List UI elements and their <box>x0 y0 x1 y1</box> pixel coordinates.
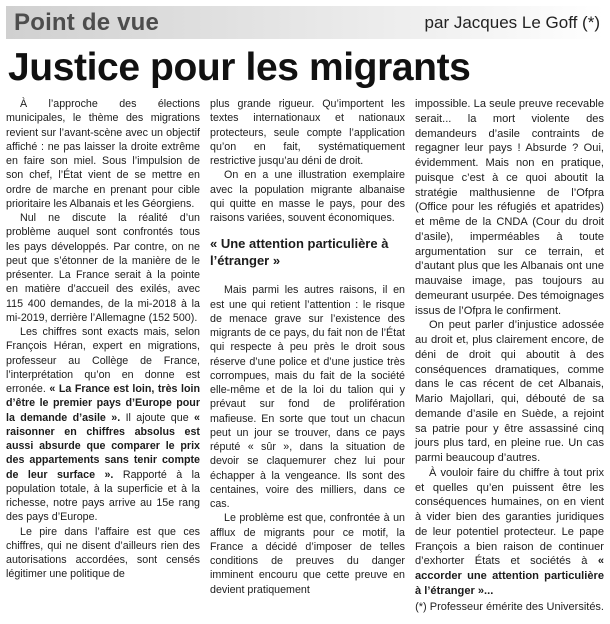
paragraph-text: Les chiffres sont exacts mais, selon François Héran, expert en migrations, professeur au Collège de France, l’interprétation qu’on en donne est erronée. <box>6 326 200 395</box>
paragraph-text: Rapporté à la population totale, à la superficie et à la richesse, notre pays arrive au 15e rang des pays d’Europe. <box>6 468 200 524</box>
highlighted-quote: « La France est loin, très loin d’être le premier pays d’Europe pour la demande d’asile ». <box>6 383 200 424</box>
paragraph-text: Il ajoute que <box>120 411 195 424</box>
paragraph: Nul ne discute la réalité d’un problème auquel sont confrontés tous les pays développés. Par contre, on ne peut que s’étonner de la manière de le présenter. La France serait à la pointe en matière d’accueil des exilés, avec 115 400 demandes, de la mi-2018 à la mi-2019, derrière l’Allemagne (152 500). <box>6 212 200 324</box>
intertitle: « Une attention particulière à l’étranger » <box>210 236 389 269</box>
column-1 <box>6 97 200 582</box>
paragraph-text: À vouloir faire du chiffre à tout prix et quelles qu’en puissent être les conséquences humaines, on en vient à vider bien des garanties juridiques de leur potentiel protecteur. Le pape François a bien raison de continuer d’exhorter États et sociétés à <box>415 466 604 568</box>
paragraph: Le problème est que, confrontée à un afflux de migrants pour ce motif, la France a décidé d’imposer de telles conditions de preuves du danger imminent encouru que cette preuve en devient pratiquement <box>210 512 405 596</box>
paragraph <box>415 466 604 599</box>
highlighted-quote: « accorder une attention particulière à l’étranger »... <box>415 555 604 597</box>
paragraph: impossible. La seule preuve recevable serait... la mort violente des demandeurs d’asile contraints de regagner leur pays ! Absurde ? Oui, évidemment. Mais non en pratique, puisque c’est à ce quoi aboutit la stratégie malthusienne de l’Ofpra (Office pour les réfugiés et apatrides) et même de la CNDA (Cour du droit d’asile), imperméables à toute argumentation sur ce terrain, et d’autant plus que les Albanais ont une mauvaise image, pas toujours au demeurant usurpée. Des témoignages issus de l’Ofpra le confirment. <box>415 98 604 317</box>
headline: Justice pour les migrants <box>8 46 471 89</box>
paragraph: plus grande rigueur. Qu’importent les textes internationaux et nationaux protecteurs, seule compte l’application qu’on en fait, systématiquement restrictive jusqu’au déni de droit. <box>210 98 405 167</box>
column-3 <box>415 97 604 599</box>
paragraph: Mais parmi les autres raisons, il en est une qui retient l’attention : le risque de menace grave sur l’existence des migrants de ce pays, du fait non de l’État qui respecte à peu près le droit sous réserve d’une police et d’une justice très corrompues, mais du fait de la société elle-même et de la loi du talion qui y prévaut sur fond de prolifération mafieuse. En sorte que tout un chacun peut un jour se trouver, dans ce pays réputé « sûr », dans la situation de devoir se claquemurer chez lui pour échapper à la vengeance. Ils sont des centaines, voire des milliers, dans ce cas. <box>210 284 405 510</box>
paragraph: À l’approche des élections municipales, le thème des migrations revient sur l’avant-scène avec un objectif affiché : ne pas laisser la droite extrême en faire son miel. Sous l’impulsion de son chef, l’État vient de se mettre en ordre de marche en prenant pour cible prioritaire les Albanais et les Géorgiens. <box>6 98 200 210</box>
author-footnote: (*) Professeur émérite des Universités. <box>415 601 604 613</box>
byline: par Jacques Le Goff (*) <box>424 13 600 32</box>
column-2 <box>210 97 405 597</box>
paragraph: On en a une illustration exemplaire avec la population migrante albanaise qui quitte en masse le pays, pour des raisons variées, souvent économiques. <box>210 169 405 224</box>
paragraph: On peut parler d’injustice adossée au droit et, plus clairement encore, de déni de droit qui aboutit à des conséquences dramatiques, comme dans le cas récent de cet Albanais, Mario Majollari, qui, débouté de sa demande d’asile en Suède, a rejoint sa patrie pour y être assassiné cinq jours plus tard, en pleine rue. Un cas parmi beaucoup d’autres. <box>415 319 604 464</box>
highlighted-quote: « raisonner en chiffres absolus est aussi absurde que comparer le prix des appartements sans tenir compte de leur surface ». <box>6 411 200 481</box>
paragraph: Le pire dans l’affaire est que ces chiffres, qui ne disent d’ailleurs rien des autorisations accordées, sont censés légitimer une politique de <box>6 525 200 581</box>
paragraph <box>6 325 200 525</box>
rubric-label: Point de vue <box>14 9 160 36</box>
